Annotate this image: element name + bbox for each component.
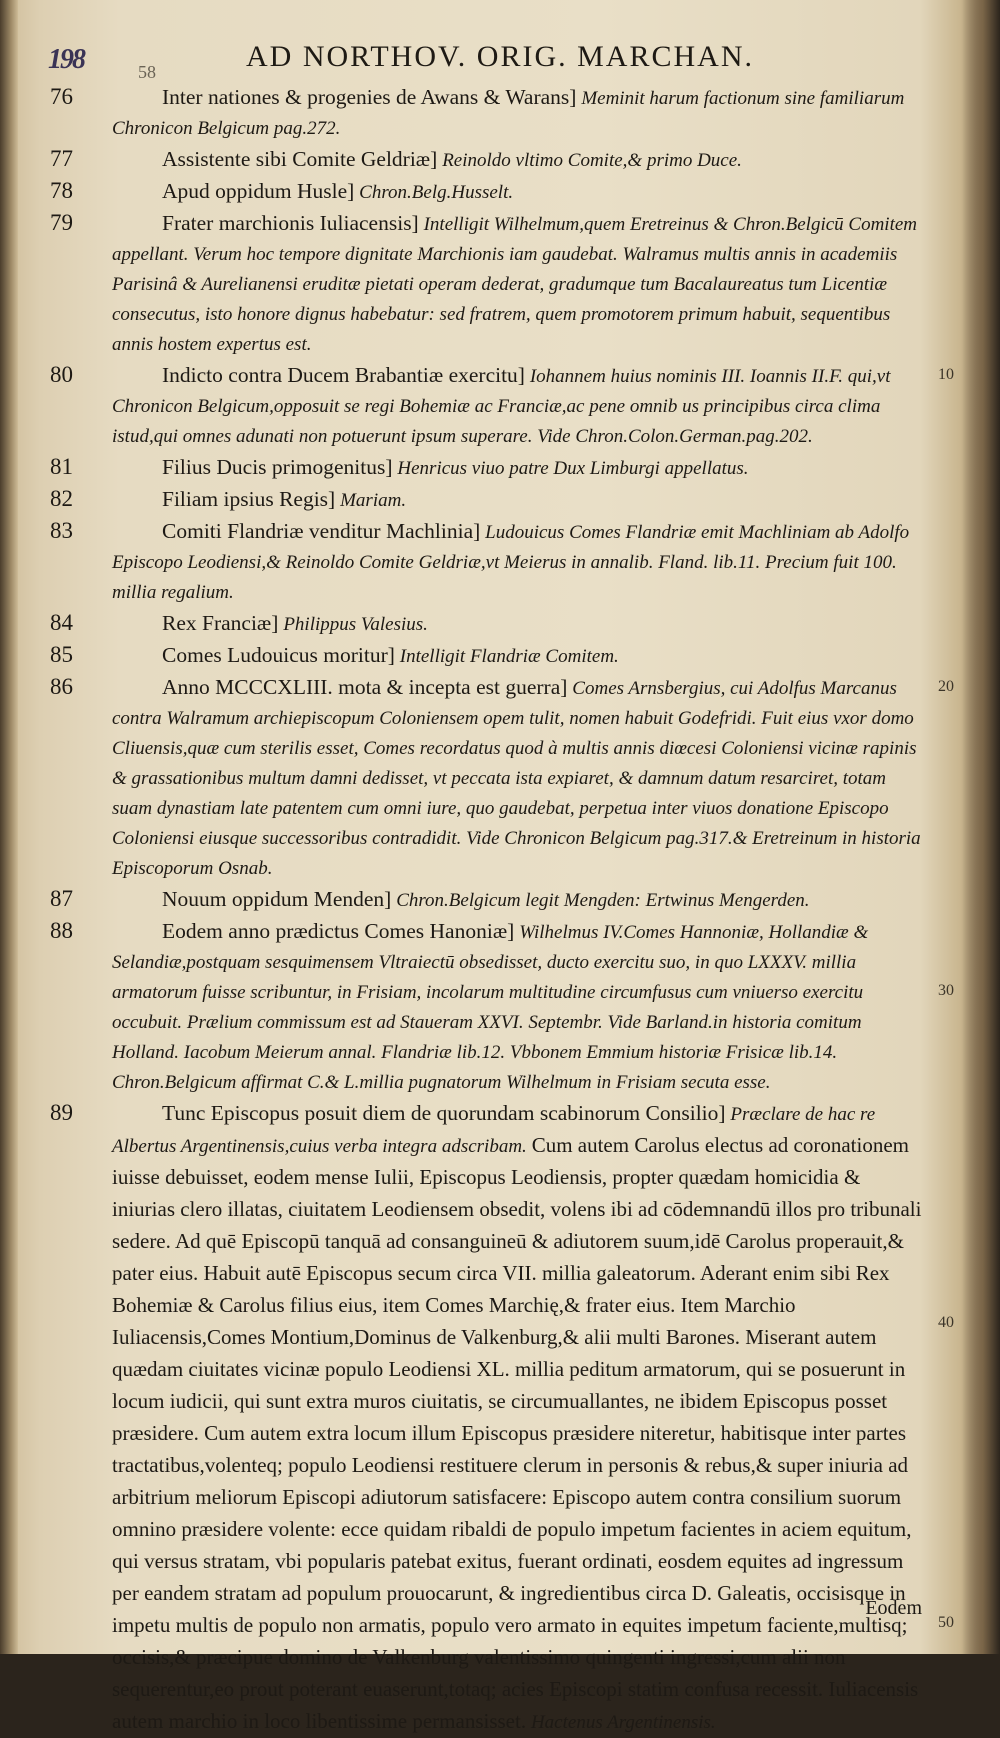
- note-commentary: Chron.Belgicum legit Mengden: Ertwinus Mengerden.: [396, 890, 810, 911]
- note-87: [50, 884, 924, 916]
- note-lemma: Rex Franciæ]: [162, 611, 279, 635]
- note-number: 79: [50, 210, 73, 235]
- note-commentary: Henricus viuo patre Dux Limburgi appellatus.: [397, 458, 749, 479]
- note-lemma: Comes Ludouicus moritur]: [162, 643, 395, 667]
- line-marker: 40: [938, 1314, 954, 1331]
- note-lemma: Anno MCCCXLIII. mota & incepta est guerra]: [162, 675, 568, 699]
- binding-gutter: [0, 0, 18, 1654]
- note-commentary: Intelligit Wilhelmum,quem Eretreinus & Chron.Belgicū Comitem appellant. Verum hoc tempore dignitate Marchionis iam gaudebat. Walramus multis annis in academiis Parisinâ & Aurelianensi eruditæ pietati operam dederat, gradumque tum Bacalaureatus tum Licentiæ consecutus, isto honore dignus habebatur: sed fratrem, quem promotorem primum habuit, sequentibus annis hostem expertus est.: [112, 214, 918, 355]
- note-82: [50, 484, 924, 516]
- note-lemma: Filius Ducis primogenitus]: [162, 455, 393, 479]
- running-head: AD NORTHOV. ORIG. MARCHAN.: [245, 40, 754, 73]
- note-commentary: Præclare de hac re Albertus Argentinensis,cuius verba integra adscribam.: [112, 1104, 876, 1157]
- note-76: [50, 82, 924, 144]
- note-lemma: Frater marchionis Iuliacensis]: [162, 211, 419, 235]
- note-number: 76: [50, 84, 73, 109]
- note-commentary: Philippus Valesius.: [283, 614, 428, 635]
- note-88: [50, 916, 954, 1098]
- note-commentary: Ludouicus Comes Flandriæ emit Machliniam ab Adolfo Episcopo Leodiensi,& Reinoldo Comite Geldriæ,vt Meierus in annalib. Fland. lib.11. Precium fuit 100. millia regalium.: [112, 522, 910, 603]
- note-lemma: Nouum oppidum Menden]: [162, 887, 392, 911]
- note-commentary: Mariam.: [340, 490, 407, 511]
- note-number: 83: [50, 518, 73, 543]
- note-commentary: Comes Arnsbergius, cui Adolfus Marcanus contra Walramum archiepiscopum Coloniensem opem tulit, nomen habuit Godefridi. Fuit eius vxor domo Cliuensis,quæ cum sterilis esset, Comes recordatus quod à multis annis diœcesi Coloniensi vicinæ rapinis & grassationibus multum damni dedisset, vt peccata ista expiaret, & damnum datum resarciret, totam suam dynastiam late patentem cum omni iure, quo gaudebat, perpetua inter viuos donatione Episcopo Coloniensi eiusque successoribus contradidit. Vide Chronicon Belgicum pag.317.& Eretreinum in historia Episcoporum Osnab.: [112, 678, 921, 879]
- note-number: 82: [50, 486, 73, 511]
- note-commentary: Iohannem huius nominis III. Ioannis II.F. qui,vt Chronicon Belgicum,opposuit se regi Bohemiæ ac Franciæ,ac pene omnib us principibus circa clima istud,qui omnes adunati non potuerunt ipsum superare. Vide Chron.Colon.German.pag.202.: [112, 366, 891, 447]
- note-lemma: Tunc Episcopus posuit diem de quorundam scabinorum Consilio]: [162, 1101, 726, 1125]
- note-80: [50, 360, 954, 452]
- line-marker: 30: [938, 982, 954, 999]
- note-89: [50, 1098, 954, 1738]
- note-lemma: Inter nationes & progenies de Awans & Warans]: [162, 85, 577, 109]
- note-commentary: Reinoldo vltimo Comite,& primo Duce.: [442, 150, 742, 171]
- note-number: 89: [50, 1100, 73, 1125]
- note-lemma: Assistente sibi Comite Geldriæ]: [162, 147, 438, 171]
- note-number: 87: [50, 886, 73, 911]
- catchword: Eodem: [865, 1597, 922, 1619]
- note-number: 81: [50, 454, 73, 479]
- line-marker: 10: [938, 366, 954, 383]
- note-number: 86: [50, 674, 73, 699]
- note-81: [50, 452, 924, 484]
- folio-number: 198: [48, 44, 84, 75]
- note-lemma: Comiti Flandriæ venditur Machlinia]: [162, 519, 481, 543]
- note-lemma: Filiam ipsius Regis]: [162, 487, 336, 511]
- note-quotation: Cum autem Carolus electus ad coronationem iuisse debuisset, eodem mense Iulii, Episcopus Leodiensis, propter quædam homicidia & iniurias clero illatas, ciuitatem Leodiensem obsedit, volens ibi ad cōdemnandū illos pro tribunali sedere. Ad quē Episcopū tanquā ad consanguineū & adiutorem suum,idē Carolus properauit,& pater eius. Habuit autē Episcopus secum circa VII. millia galeatorum. Aderant enim sibi Rex Bohemiæ & Carolus filius eius, item Comes Marchię,& frater eius. Item Marchio Iuliacensis,Comes Montium,Dominus de Valkenburg,& alii multi Barones. Miserant autem quædam ciuitates vicinæ populo Leodiensi XL. millia peditum armatorum, qui se posuerunt in locum iudicii, qui sunt extra muros ciuitatis, se circumuallantes, ne ibidem Episcopus posset præsidere. Cum autem extra locum illum Episcopus præsidere niteretur, habitisque inter partes tractatibus,volenteq; populo Leodiensi restituere clerum in personis & rebus,& super iniuria ad arbitrium meliorum Episcopi adiutorum satisfacere: Episcopo autem contra consilium suorum omnino præsidere volente: ecce quidam ribaldi de populo impetum facientes in aciem equitum, qui versus stratam, vbi popularis patebat exitus, fuerant ordinati, eosdem equites ad ingressum per eandem stratam ad populum prouocarunt, & ingredientibus circa D. Galeatis, occisisque in impetu multis de populo non armatis, populo vero armato in equites impetum facientе,multisq; occisis,& præcipue domino de Valkenburg valentissimo quingenti ingressi,cum alii non sequerentur,eo prout poterant euaserunt,totaq; acies Episcopi statim confusa recessit. Iuliacensis autem marchio in loco libentissime permansisset.: [112, 1133, 922, 1733]
- note-lemma: Apud oppidum Husle]: [162, 179, 355, 203]
- note-number: 78: [50, 178, 73, 203]
- note-commentary: Wilhelmus IV.Comes Hannoniæ, Hollandiæ & Selandiæ,postquam sesquimensem Vltraiectū obsedisset, ducto exercitu suo, in quo LXXXV. millia armatorum fuisse scribuntur, in Frisiam, incolarum multitudine circumfusus cum vniuerso exercitu occubuit. Prælium commissum est ad Staueram XXVI. Septembr. Vide Barland.in historia comitum Holland. Iacobum Meierum annal. Flandriæ lib.12. Vbbonem Emmium historiæ Frisicæ lib.14. Chron.Belgicum affirmat C.& L.millia pugnatorum Wilhelmum in Frisiam secuta esse.: [112, 922, 869, 1093]
- note-84: [50, 608, 924, 640]
- commentary-body: [50, 82, 954, 1738]
- note-lemma: Indicto contra Ducem Brabantiæ exercitu]: [162, 363, 525, 387]
- note-commentary: Chron.Belg.Husselt.: [359, 182, 514, 203]
- note-number: 88: [50, 918, 73, 943]
- note-number: 85: [50, 642, 73, 667]
- note-83: [50, 516, 924, 608]
- page-edge: [962, 0, 1000, 1654]
- note-commentary: Intelligit Flandriæ Comitem.: [399, 646, 619, 667]
- note-lemma: Eodem anno prædictus Comes Hanoniæ]: [162, 919, 515, 943]
- line-marker: 50: [938, 1614, 954, 1631]
- note-77: [50, 144, 924, 176]
- note-number: 84: [50, 610, 73, 635]
- note-closing: Hactenus Argentinensis.: [530, 1712, 716, 1733]
- note-86: [50, 672, 954, 884]
- note-79: [50, 208, 924, 360]
- note-78: [50, 176, 924, 208]
- note-number: 80: [50, 362, 73, 387]
- old-page-number: 58: [138, 62, 156, 82]
- note-85: [50, 640, 924, 672]
- line-marker: 20: [938, 678, 954, 695]
- note-commentary: Meminit harum factionum sine familiarum Chronicon Belgicum pag.272.: [112, 88, 905, 139]
- note-number: 77: [50, 146, 73, 171]
